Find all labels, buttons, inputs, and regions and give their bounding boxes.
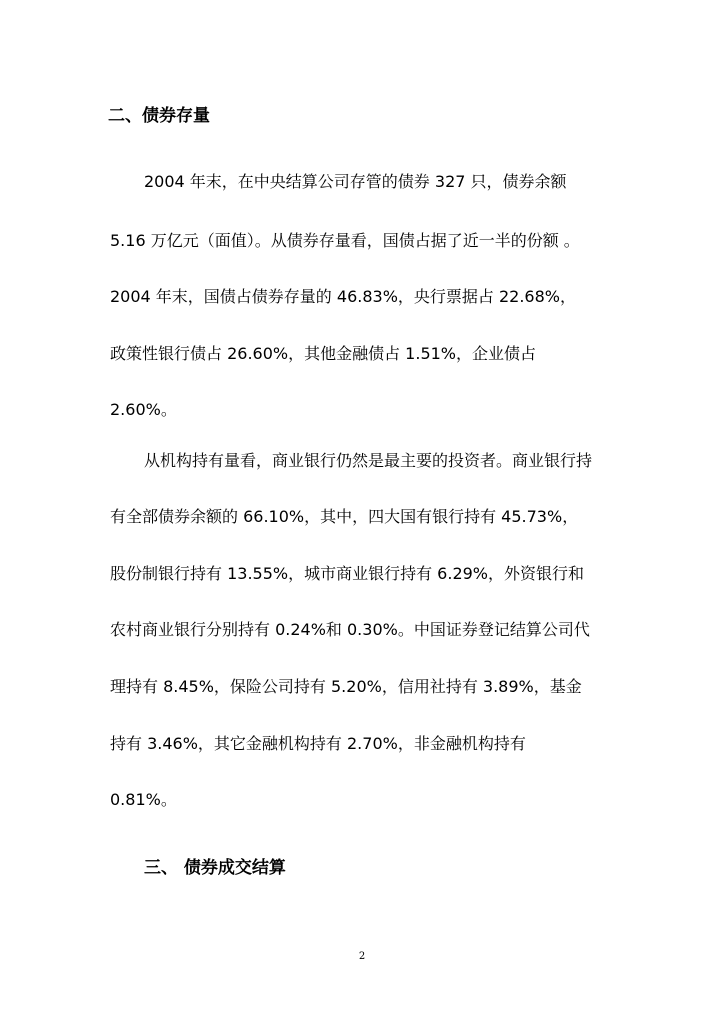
paragraph-line: 农村商业银行分别持有 0.24%和 0.30%。中国证券登记结算公司代: [110, 620, 590, 639]
paragraph-line: 持有 3.46%，其它金融机构持有 2.70%，非金融机构持有: [110, 734, 526, 753]
paragraph-line: 2004 年末，在中央结算公司存管的债券 327 只，债券余额: [144, 172, 567, 191]
section-heading-bond-stock: 二、债券存量: [108, 106, 210, 126]
paragraph-line: 股份制银行持有 13.55%，城市商业银行持有 6.29%，外资银行和: [110, 564, 585, 583]
paragraph-line: 从机构持有量看，商业银行仍然是最主要的投资者。商业银行持: [144, 451, 593, 470]
paragraph-line: 有全部债券余额的 66.10%，其中，四大国有银行持有 45.73%，: [110, 507, 579, 526]
paragraph-line: 政策性银行债占 26.60%，其他金融债占 1.51%，企业债占: [110, 344, 537, 363]
section-heading-bond-trading-settlement: 三、 债券成交结算: [144, 858, 286, 878]
paragraph-line: 理持有 8.45%，保险公司持有 5.20%，信用社持有 3.89%，基金: [110, 677, 582, 696]
page-number: 2: [358, 951, 366, 962]
paragraph-line: 0.81%。: [110, 790, 177, 809]
paragraph-line: 5.16 万亿元（面值）。从债券存量看，国债占据了近一半的份额 。: [110, 231, 580, 250]
paragraph-line: 2.60%。: [110, 400, 177, 419]
paragraph-line: 2004 年末，国债占债券存量的 46.83%，央行票据占 22.68%，: [110, 287, 576, 306]
